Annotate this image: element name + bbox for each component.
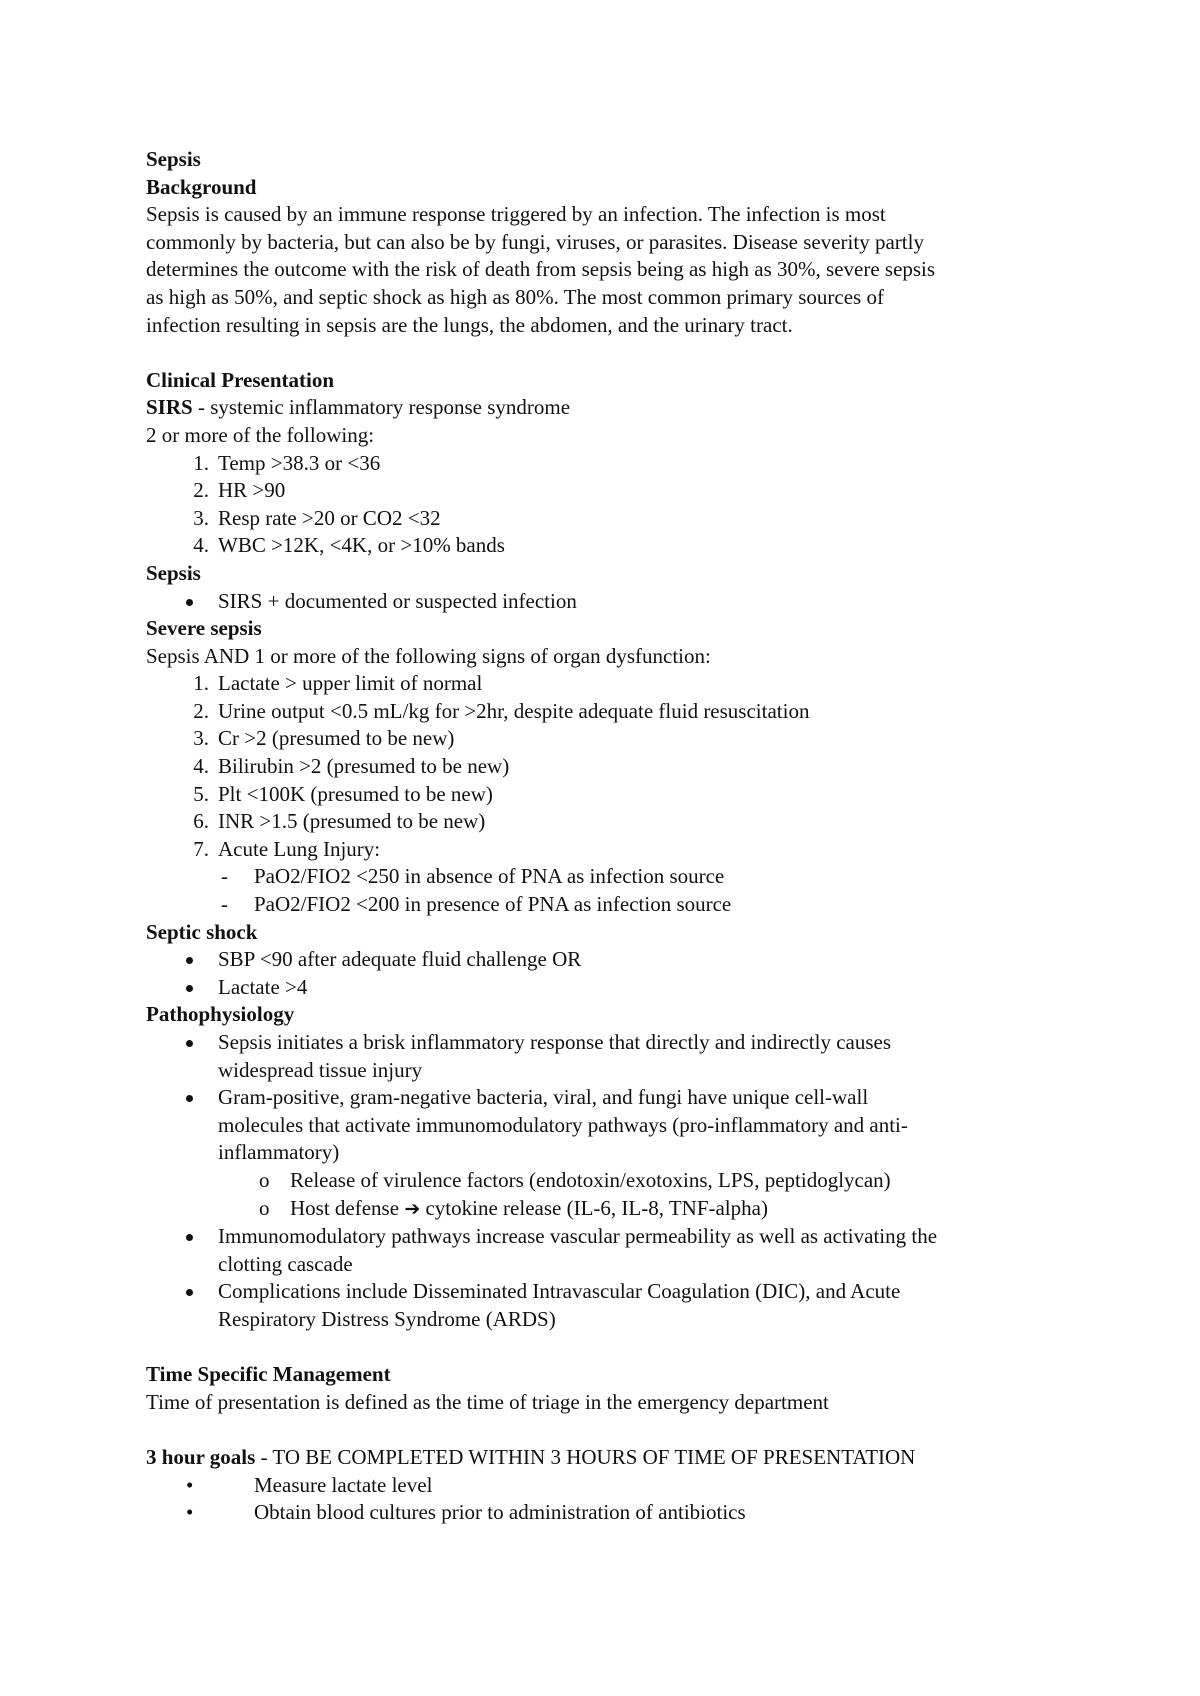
goals-description: - TO BE COMPLETED WITHIN 3 HOURS OF TIME OF PRESENTATION (255, 1444, 916, 1469)
list-item: Gram-positive, gram-negative bacteria, viral, and fungi have unique cell-wall molecules that activate immunomodulatory pathways (pro-inflammatory and anti- inflammatory) (146, 1084, 1086, 1167)
sirs-intro: 2 or more of the following: (146, 422, 375, 447)
list-item: Lactate >4 (146, 974, 1086, 1002)
sub-list-item: - PaO2/FIO2 <250 in absence of PNA as infection source (221, 864, 725, 889)
three-hour-goals (146, 1444, 1086, 1472)
paragraph-line: as high as 50%, and septic shock as high as 80%. The most common primary sources of (146, 284, 884, 309)
sepsis-subheading: Sepsis (146, 560, 201, 585)
list-item: • Measure lactate level (186, 1472, 433, 1497)
list-item: 3. Resp rate >20 or CO2 <32 (193, 505, 441, 530)
list-item: • Obtain blood cultures prior to administration of antibiotics (186, 1500, 746, 1525)
pathophysiology-heading: Pathophysiology (146, 1002, 295, 1027)
organ-dysfunction-list (146, 670, 1086, 918)
list-item: 5. Plt <100K (presumed to be new) (193, 781, 493, 806)
list-item: 4. Bilirubin >2 (presumed to be new) (193, 754, 510, 779)
goals-label: 3 hour goals (146, 1444, 256, 1469)
bullet-icon (186, 1289, 193, 1296)
severe-sepsis-subheading: Severe sepsis (146, 616, 262, 641)
list-item: 6. INR >1.5 (presumed to be new) (193, 809, 486, 834)
list-item: Complications include Disseminated Intravascular Coagulation (DIC), and Acute Respiratory Distress Syndrome (ARDS) (146, 1278, 1086, 1333)
arrow-right-icon: ➔ (404, 1197, 421, 1220)
list-item: SBP <90 after adequate fluid challenge OR (146, 946, 1086, 974)
list-item: 1. Lactate > upper limit of normal (193, 671, 483, 696)
list-item: 3. Cr >2 (presumed to be new) (193, 726, 455, 751)
paragraph-line: Sepsis is caused by an immune response triggered by an infection. The infection is most (146, 202, 886, 227)
sub-list-item: o Host defense ➔ cytokine release (IL-6, IL-8, TNF-alpha) (259, 1195, 768, 1220)
list-item: Immunomodulatory pathways increase vascular permeability as well as activating the clotting cascade (146, 1223, 1086, 1278)
management-heading: Time Specific Management (146, 1362, 391, 1387)
list-item: 2. Urine output <0.5 mL/kg for >2hr, despite adequate fluid resuscitation (193, 698, 810, 723)
bullet-icon (186, 1095, 193, 1102)
sub-list-item: o Release of virulence factors (endotoxin/exotoxins, LPS, peptidoglycan) (259, 1167, 891, 1192)
list-item: 4. WBC >12K, <4K, or >10% bands (193, 533, 505, 558)
paragraph-line: infection resulting in sepsis are the lungs, the abdomen, and the urinary tract. (146, 312, 793, 337)
clinical-presentation-heading: Clinical Presentation (146, 367, 335, 392)
sirs-definition (146, 394, 1086, 422)
document-title: Sepsis (146, 147, 201, 171)
bullet-icon (186, 1234, 193, 1241)
background-heading: Background (146, 174, 257, 199)
sirs-description: - systemic inflammatory response syndrome (192, 395, 571, 420)
paragraph-line: determines the outcome with the risk of death from sepsis being as high as 30%, severe sepsis (146, 257, 936, 282)
bullet-icon (186, 599, 193, 606)
septic-shock-subheading: Septic shock (146, 919, 258, 944)
sirs-label: SIRS (146, 395, 193, 420)
management-description: Time of presentation is defined as the time of triage in the emergency department (146, 1389, 829, 1414)
list-item: 1. Temp >38.3 or <36 (193, 450, 381, 475)
document-body (146, 146, 1086, 1527)
bullet-icon (186, 957, 193, 964)
severe-sepsis-intro: Sepsis AND 1 or more of the following signs of organ dysfunction: (146, 643, 711, 668)
background-paragraph (146, 201, 1086, 339)
list-item: 2. HR >90 (193, 478, 286, 503)
bullet-icon (186, 1040, 193, 1047)
list-item: SIRS + documented or suspected infection (146, 588, 1086, 616)
paragraph-line: commonly by bacteria, but can also be by fungi, viruses, or parasites. Disease severity partly (146, 229, 924, 254)
sirs-criteria-list (146, 450, 1086, 560)
bullet-icon (186, 985, 193, 992)
sub-list-item: - PaO2/FIO2 <200 in presence of PNA as infection source (221, 892, 732, 917)
list-item: 7. Acute Lung Injury: (193, 836, 381, 861)
list-item: Sepsis initiates a brisk inflammatory response that directly and indirectly causes widespread tissue injury (146, 1029, 1086, 1084)
